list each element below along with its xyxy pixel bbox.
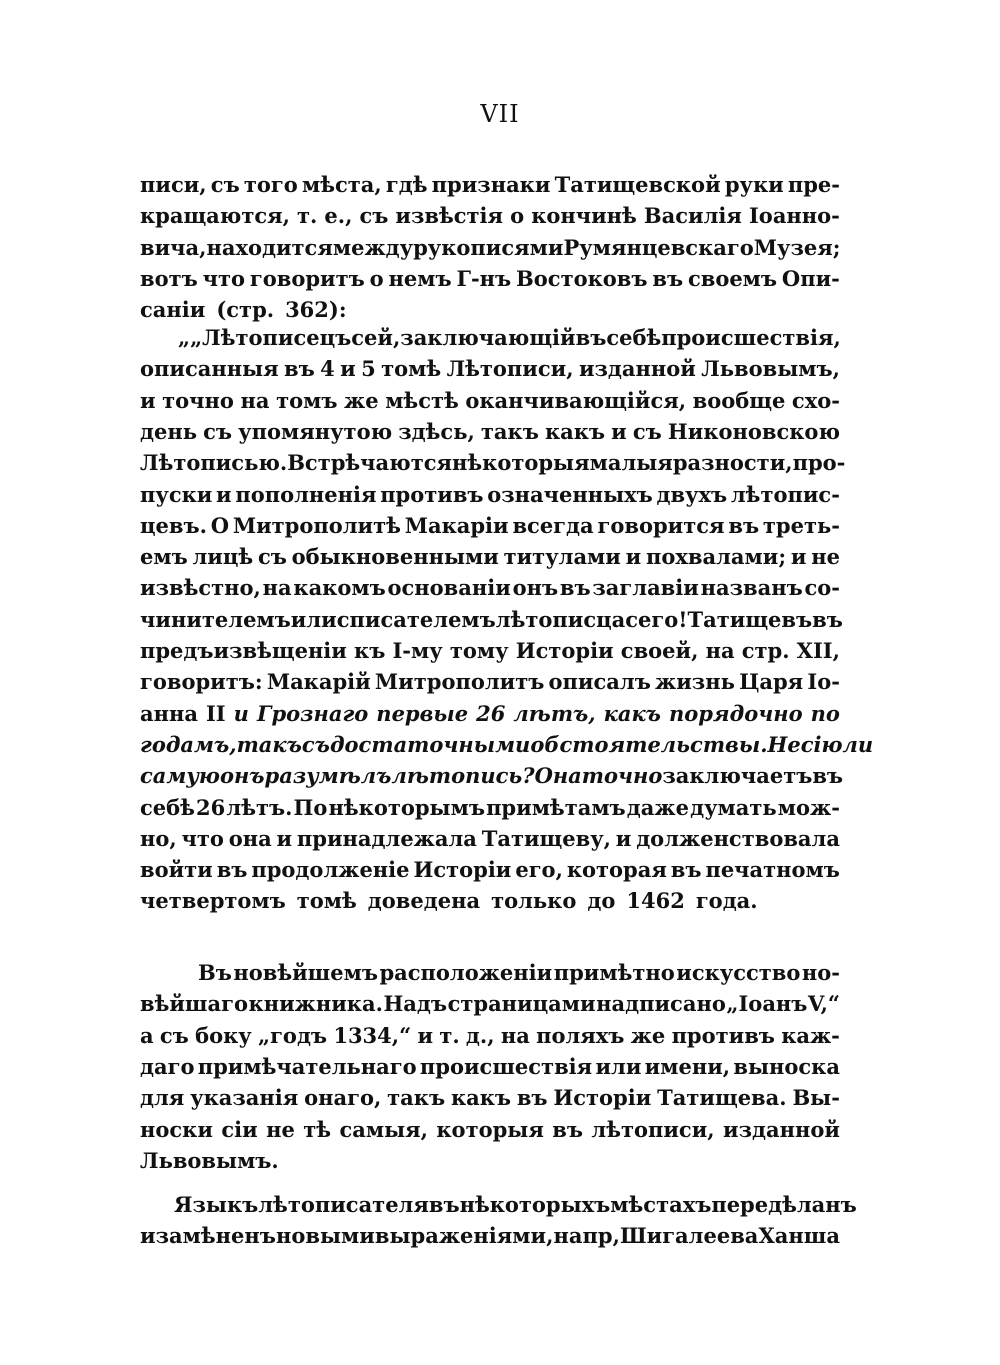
word: въ: [284, 356, 315, 382]
word: списателемъ: [336, 606, 496, 632]
text-line: [140, 606, 843, 639]
word: ли: [842, 731, 874, 757]
word: только: [491, 888, 577, 914]
word: Татищева.: [657, 1085, 787, 1111]
word: порядочно: [668, 700, 803, 726]
word: и: [625, 544, 642, 570]
word: 26: [196, 794, 226, 820]
word: названъ: [700, 575, 803, 601]
word: нѣкоторыя: [452, 450, 590, 476]
word: 26: [476, 700, 506, 726]
word: вѣйшаго: [140, 991, 248, 1017]
word: противъ: [671, 1022, 775, 1048]
word: Василія: [643, 203, 742, 229]
word: со-: [804, 575, 840, 601]
word: и: [140, 387, 156, 413]
word: говоритъ:: [140, 669, 263, 695]
word: въ: [652, 265, 684, 291]
word: обстоятельствы.: [530, 731, 768, 757]
word: указанія: [190, 1085, 299, 1111]
word: и: [233, 700, 249, 726]
word: онъ: [219, 763, 265, 789]
word: передѣланъ: [711, 1192, 857, 1217]
word: выноска: [733, 1053, 840, 1079]
word: и: [340, 356, 356, 382]
word: происшествія: [419, 1053, 593, 1079]
word: надписано: [596, 991, 726, 1017]
word: достаточными: [329, 731, 531, 757]
word: извѣстно,: [140, 575, 261, 601]
word: годамъ,: [140, 731, 237, 757]
word: стр.: [741, 638, 790, 663]
word: „годъ: [257, 1022, 328, 1048]
text-line: [140, 731, 874, 764]
word: принадлежала: [296, 825, 477, 851]
word: Митрополитъ: [374, 669, 545, 695]
page-number: VII: [480, 100, 520, 128]
word: и: [216, 481, 232, 507]
word: лѣтописи,: [591, 1116, 715, 1142]
text-line: [140, 638, 840, 670]
word: жизнь: [655, 669, 735, 695]
word: того: [243, 172, 298, 197]
word: титулами: [503, 544, 621, 570]
word: заключающій: [400, 325, 576, 350]
word: Шигалеева: [619, 1223, 759, 1249]
word: первые: [376, 700, 469, 726]
word: между: [332, 234, 414, 260]
word: или: [595, 1053, 642, 1079]
word: изданной: [578, 356, 696, 382]
word: Исторіи: [515, 638, 614, 663]
word: Вы-: [792, 1085, 840, 1111]
word: Румянцевскаго: [563, 234, 754, 260]
text-line: [140, 826, 840, 858]
word: Царя: [739, 669, 804, 695]
word: замѣненъ: [155, 1223, 276, 1249]
word: описалъ: [548, 669, 651, 695]
word: Исторіи: [553, 1085, 652, 1111]
word: пополненія: [235, 481, 377, 507]
word: вича,: [140, 234, 207, 260]
word: вообще: [692, 387, 786, 413]
text-line: [140, 991, 840, 1023]
word: самую: [140, 763, 220, 789]
word: Лѣтописью.: [140, 450, 288, 476]
word: и: [790, 544, 807, 570]
word: описанныя: [140, 356, 279, 382]
word: малыя: [589, 450, 673, 476]
word: но,: [140, 825, 177, 851]
word: признаки: [431, 172, 551, 197]
word: боку: [195, 1022, 252, 1048]
text-line: [140, 1054, 840, 1086]
word: съ: [203, 418, 233, 444]
word: XII,: [796, 638, 840, 663]
word: говорится: [597, 512, 725, 538]
text-line: [140, 513, 840, 545]
word: какъ: [450, 1085, 511, 1111]
word: Іо-: [807, 669, 840, 695]
word: такъ: [480, 418, 539, 444]
word: гдѣ: [385, 172, 428, 197]
word: расположеніи: [379, 960, 553, 985]
text-line: [140, 172, 840, 204]
word: съ: [359, 203, 389, 229]
word: II: [205, 700, 226, 726]
word: Встрѣчаются: [287, 450, 453, 476]
word: какъ: [603, 700, 661, 726]
word: на: [500, 1022, 530, 1048]
word: года.: [695, 888, 758, 914]
word: мѣстѣ: [385, 387, 459, 413]
word: не: [811, 544, 840, 570]
word: находится: [206, 234, 333, 260]
word: Исторіи: [413, 857, 512, 883]
word: предъизвѣщеніи: [140, 638, 347, 663]
word: нѣкоторымъ: [328, 794, 485, 820]
word: (стр.: [216, 297, 275, 323]
word: Языкъ: [174, 1192, 259, 1217]
word: примѣчательнаго: [197, 1053, 417, 1079]
word: мѣстахъ: [610, 1192, 712, 1217]
word: съ: [301, 731, 330, 757]
text-line: [140, 857, 840, 889]
word: разумѣлъ: [264, 763, 392, 789]
word: сію: [800, 731, 843, 757]
word: мѣста,: [301, 172, 382, 197]
word: доведена: [367, 888, 481, 914]
text-line: [140, 1223, 840, 1255]
word: Татищевской: [554, 172, 721, 197]
word: По: [293, 794, 328, 820]
word: онъ: [512, 575, 559, 601]
word: и: [417, 1022, 434, 1048]
word: руки: [724, 172, 784, 197]
word: и: [140, 1223, 156, 1249]
word: не: [266, 1116, 295, 1142]
word: емъ: [140, 544, 188, 570]
word: она: [228, 825, 272, 851]
word: имени,: [644, 1053, 731, 1079]
word: книжника.: [248, 991, 383, 1017]
word: а: [140, 1022, 154, 1048]
word: въ: [516, 1085, 548, 1111]
word: же: [344, 387, 379, 413]
word: кончинѣ: [531, 203, 637, 229]
word: Ханша: [758, 1223, 840, 1249]
word: томѣ: [296, 888, 357, 914]
word: лицѣ: [192, 544, 254, 570]
word: кращаются,: [140, 203, 290, 229]
text-line: [140, 669, 840, 701]
word: страницами: [447, 991, 596, 1017]
word: своей,: [620, 638, 699, 663]
word: пуски: [140, 481, 213, 507]
word: Іоанно-: [748, 203, 840, 229]
word: означенныхъ: [487, 481, 653, 507]
word: до: [587, 888, 616, 914]
text-line: [140, 203, 840, 235]
word: точно: [581, 763, 663, 789]
word: такъ: [387, 1085, 446, 1111]
word: схо-: [791, 387, 840, 413]
word: цевъ.: [140, 512, 207, 538]
text-line: [198, 960, 840, 992]
word: чинителемъ: [140, 606, 291, 632]
text-line: [140, 544, 840, 576]
word: себѣ: [140, 794, 195, 820]
word: новѣйшемъ: [233, 960, 378, 985]
word: въ: [428, 1192, 460, 1217]
word: по: [810, 700, 840, 726]
word: Грознаго: [256, 700, 369, 726]
word: выраженіями,: [374, 1223, 554, 1249]
word: Татищеву,: [481, 825, 611, 851]
word: въ: [559, 575, 591, 601]
word: I-му: [392, 638, 443, 663]
word: четвертомъ: [140, 888, 286, 914]
word: своемъ: [687, 265, 778, 291]
word: лѣтописателя: [258, 1192, 429, 1217]
word: что: [202, 265, 245, 291]
word: лѣтописца: [495, 606, 626, 632]
word: „: [178, 325, 191, 350]
word: съ: [632, 418, 662, 444]
text-line: [140, 419, 840, 451]
word: здѣсь,: [398, 418, 475, 444]
word: такъ: [236, 731, 302, 757]
word: и: [276, 825, 293, 851]
word: Львовымъ.: [140, 1147, 279, 1173]
word: томѣ: [381, 356, 442, 382]
word: Она: [534, 763, 582, 789]
word: сего!: [625, 606, 688, 632]
word: для: [140, 1085, 185, 1111]
word: анна: [140, 700, 198, 726]
word: пр,: [582, 1223, 620, 1249]
word: Макаріи: [404, 512, 509, 538]
word: т.: [439, 1022, 460, 1048]
word: въ: [670, 857, 702, 883]
word: лѣтъ.: [226, 794, 293, 820]
word: сіи: [221, 1116, 258, 1142]
word: себѣ: [606, 325, 662, 350]
word: Опи-: [781, 265, 840, 291]
word: войти: [140, 857, 213, 883]
word: и: [615, 825, 632, 851]
word: о: [369, 265, 384, 291]
word: нѣкоторыхъ: [459, 1192, 611, 1217]
word: на: [705, 638, 735, 663]
word: лѣтъ,: [513, 700, 596, 726]
word: писи,: [140, 172, 207, 197]
word: Востоковъ: [516, 265, 648, 291]
word: т.: [297, 203, 318, 229]
text-line: [140, 1148, 840, 1180]
word: двухъ: [656, 481, 728, 507]
word: „Іоанъ: [726, 991, 808, 1017]
text-line: [140, 763, 844, 795]
word: искусство: [676, 960, 801, 985]
word: съ: [159, 1022, 189, 1048]
word: въ: [812, 763, 844, 789]
word: про-: [792, 450, 846, 476]
word: томъ: [276, 387, 338, 413]
word: на: [262, 575, 292, 601]
word: которая: [566, 857, 667, 883]
word: основаніи: [387, 575, 511, 601]
word: въ: [812, 606, 843, 632]
text-line: [140, 1085, 840, 1117]
word: е.,: [324, 203, 353, 229]
text-line: [140, 266, 840, 298]
word: на: [240, 387, 270, 413]
word: къ: [354, 638, 386, 663]
word: Митрополитѣ: [232, 512, 401, 538]
word: Надъ: [383, 991, 448, 1017]
text-line: [140, 482, 840, 514]
word: вотъ: [140, 265, 198, 291]
word: 4: [320, 356, 335, 382]
word: его,: [515, 857, 563, 883]
word: Макарій: [266, 669, 371, 695]
word: V,“: [807, 991, 840, 1017]
text-line: [140, 235, 840, 267]
text-line: [140, 356, 840, 388]
word: поляхъ: [536, 1022, 625, 1048]
word: которыя: [436, 1116, 544, 1142]
word: сей,: [351, 325, 401, 350]
word: день: [140, 418, 197, 444]
word: О: [210, 512, 230, 538]
word: Лѣтописи,: [446, 356, 574, 382]
word: всегда: [512, 512, 594, 538]
word: какъ: [544, 418, 606, 444]
word: Г-нъ: [456, 265, 512, 291]
word: рукописями: [413, 234, 564, 260]
word: „Лѣтописецъ: [190, 325, 352, 350]
word: извѣстія: [395, 203, 504, 229]
word: упомянутою: [238, 418, 393, 444]
word: оканчивающійся,: [465, 387, 687, 413]
word: что: [181, 825, 224, 851]
word: обыкновенными: [291, 544, 499, 570]
text-line: [174, 1192, 857, 1224]
text-line: [140, 1023, 840, 1055]
word: Въ: [198, 960, 232, 985]
word: треть-: [762, 512, 840, 538]
word: на: [553, 1223, 583, 1249]
word: новыми: [275, 1223, 375, 1249]
text-line: [140, 888, 840, 920]
text-line: [140, 388, 840, 420]
word: лѣтопис-: [730, 481, 840, 507]
text-line: [140, 575, 840, 607]
word: тѣ: [303, 1116, 332, 1142]
word: заключаетъ: [662, 763, 813, 789]
word: противъ: [380, 481, 484, 507]
word: саніи: [140, 297, 206, 323]
word: съ: [257, 544, 287, 570]
word: печатномъ: [705, 857, 840, 883]
word: онаго,: [304, 1085, 382, 1111]
word: д.,: [465, 1022, 495, 1048]
word: разности,: [672, 450, 793, 476]
word: думать: [690, 794, 777, 820]
word: съ: [210, 172, 240, 197]
text-line: [140, 450, 846, 482]
word: мож-: [777, 794, 840, 820]
word: продолженіе: [251, 857, 410, 883]
word: 1462: [626, 888, 685, 914]
word: говоритъ: [249, 265, 365, 291]
word: долженствовала: [636, 825, 840, 851]
word: какомъ: [293, 575, 386, 601]
word: немъ: [388, 265, 452, 291]
word: въ: [575, 325, 607, 350]
text-line: [178, 325, 840, 357]
word: происшествія,: [661, 325, 841, 350]
word: изданной: [723, 1116, 840, 1142]
word: въ: [216, 857, 248, 883]
word: тому: [449, 638, 509, 663]
text-line: [140, 701, 840, 733]
word: Татищевъ: [687, 606, 813, 632]
word: но-: [801, 960, 840, 985]
word: похвалами;: [646, 544, 787, 570]
word: въ: [728, 512, 760, 538]
word: точно: [162, 387, 234, 413]
word: или: [290, 606, 337, 632]
word: самыя,: [339, 1116, 428, 1142]
word: примѣтно: [553, 960, 675, 985]
word: Львовымъ,: [701, 356, 840, 382]
word: каж-: [781, 1022, 840, 1048]
word: Никоновскою: [667, 418, 840, 444]
word: Не: [767, 731, 801, 757]
word: въ: [552, 1116, 583, 1142]
word: даго: [140, 1053, 195, 1079]
text-line: [140, 795, 840, 827]
word: Музея;: [753, 234, 841, 260]
word: лѣтопись?: [391, 763, 535, 789]
word: примѣтамъ: [486, 794, 626, 820]
word: пре-: [787, 172, 840, 197]
word: носки: [140, 1116, 213, 1142]
word: заглавіи: [592, 575, 699, 601]
word: 362):: [285, 297, 347, 323]
text-line: [140, 1117, 840, 1149]
word: о: [510, 203, 525, 229]
word: даже: [626, 794, 689, 820]
word: и: [611, 418, 627, 444]
word: 5: [361, 356, 376, 382]
word: 1334,“: [333, 1022, 412, 1048]
word: же: [630, 1022, 666, 1048]
